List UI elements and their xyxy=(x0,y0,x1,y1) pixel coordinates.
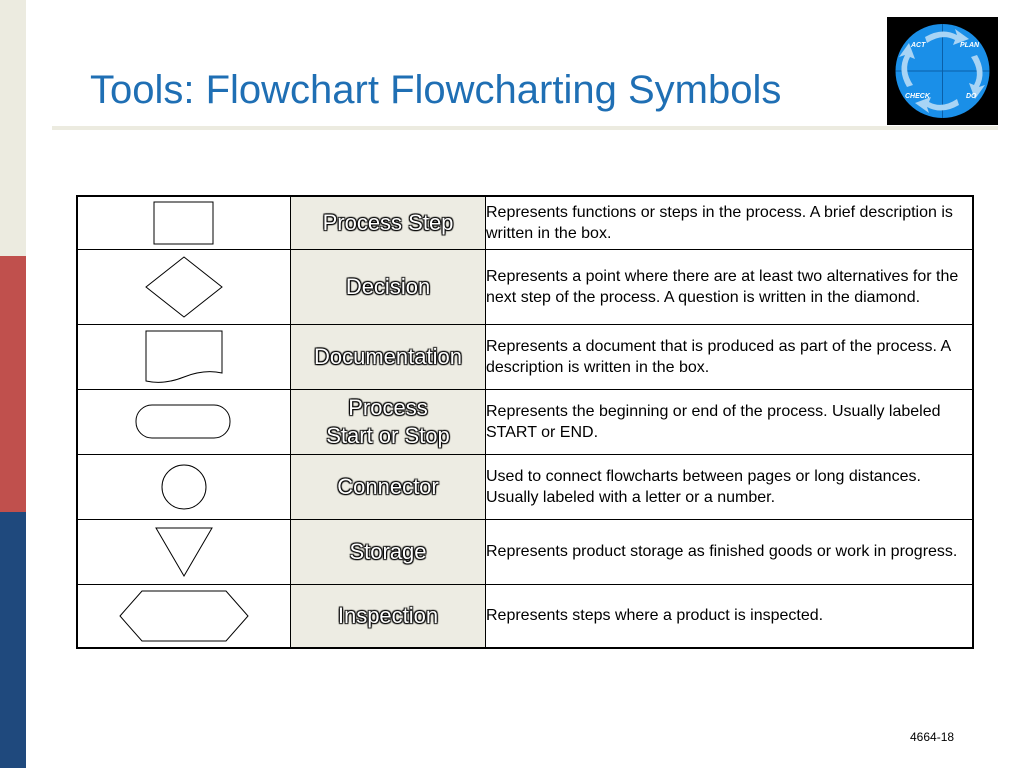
symbol-description: Represents steps where a product is inspected. xyxy=(486,584,974,648)
table-row xyxy=(77,584,973,648)
symbol-description: Used to connect flowcharts between pages or long distances. Usually labeled with a letter or a number. xyxy=(486,454,974,519)
symbol-cell xyxy=(77,519,291,584)
symbol-cell xyxy=(77,324,291,389)
symbol-name: Storage xyxy=(291,519,486,584)
symbol-name: Process Step xyxy=(291,196,486,249)
symbol-cell xyxy=(77,454,291,519)
symbol-name-line1: Process xyxy=(348,394,428,420)
symbol-description: Represents the beginning or end of the process. Usually labeled START or END. xyxy=(486,389,974,454)
symbol-name: Inspection xyxy=(291,584,486,648)
pdca-plan-label: PLAN xyxy=(960,42,980,49)
terminator-icon xyxy=(134,403,234,441)
symbol-name: Documentation xyxy=(291,324,486,389)
table-row xyxy=(77,389,973,454)
flowchart-symbols-table xyxy=(76,195,974,649)
symbol-cell xyxy=(77,249,291,324)
pdca-do-label: DO xyxy=(966,93,977,100)
table-row xyxy=(77,249,973,324)
symbol-cell xyxy=(77,584,291,648)
symbol-description: Represents a point where there are at least two alternatives for the next step of the process. A question is written in the diamond. xyxy=(486,249,974,324)
circle-icon xyxy=(159,462,209,512)
symbol-name-line2: Start or Stop xyxy=(326,422,450,448)
document-icon xyxy=(144,329,224,385)
symbol-cell xyxy=(77,389,291,454)
rectangle-icon xyxy=(144,200,224,246)
pdca-check-label: CHECK xyxy=(905,93,930,100)
symbol-name: Connector xyxy=(291,454,486,519)
symbol-description: Represents functions or steps in the process. A brief description is written in the box. xyxy=(486,196,974,249)
symbol-description: Represents a document that is produced as part of the process. A description is written in the box. xyxy=(486,324,974,389)
diamond-icon xyxy=(144,256,224,318)
page-number: 4664-18 xyxy=(910,730,955,744)
symbol-description: Represents product storage as finished goods or work in progress. xyxy=(486,519,974,584)
table-row xyxy=(77,196,973,249)
side-bar-red xyxy=(0,256,26,512)
symbol-name: Decision xyxy=(291,249,486,324)
table-row xyxy=(77,324,973,389)
side-bar-blue xyxy=(0,512,26,768)
symbol-name xyxy=(291,389,486,454)
hexagon-icon xyxy=(118,589,250,643)
side-bar-cream xyxy=(0,0,26,256)
triangle-icon xyxy=(154,526,214,578)
table-row xyxy=(77,454,973,519)
symbol-cell xyxy=(77,196,291,249)
pdca-cycle-logo xyxy=(887,17,998,125)
title-divider xyxy=(52,126,998,130)
table-row xyxy=(77,519,973,584)
slide-title: Tools: Flowchart Flowcharting Symbols xyxy=(90,68,782,112)
pdca-act-label: ACT xyxy=(911,42,926,49)
